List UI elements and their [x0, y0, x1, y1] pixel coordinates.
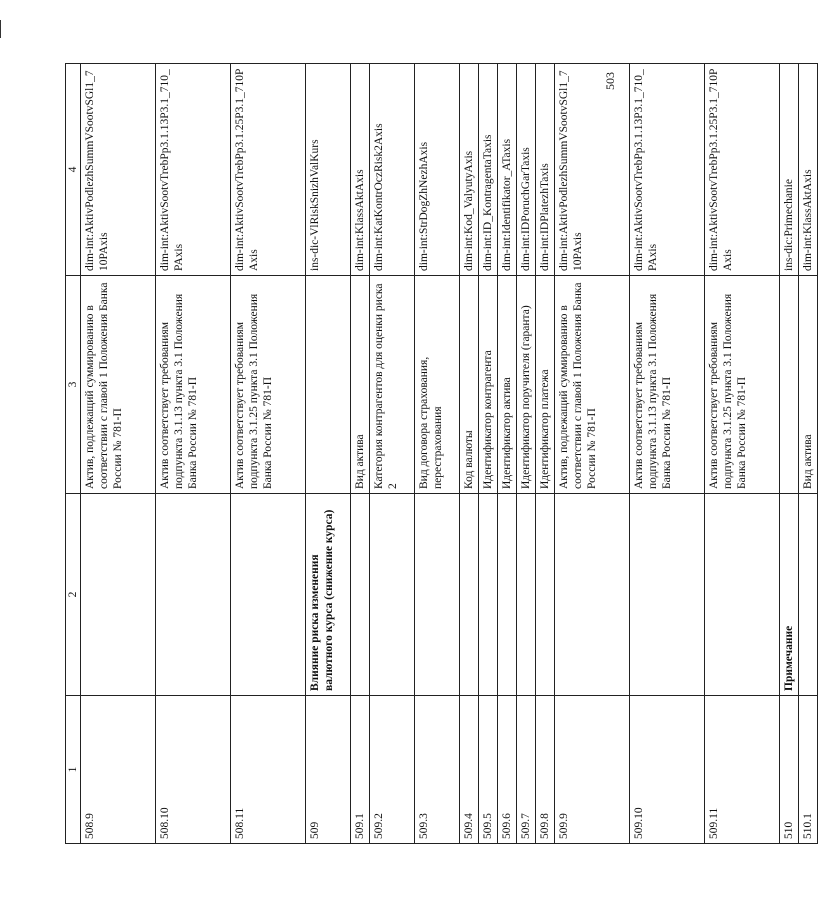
row-number: 509 [306, 696, 351, 844]
row-name: Влияние риска изменения валютного курса (снижение курса) [306, 494, 351, 696]
row-name [536, 494, 555, 696]
row-description: Идентификатор контрагента [479, 276, 498, 494]
row-dimension: dim-int:AktivSootvTrebPp3.1.25P3.1_710PAxis [231, 64, 306, 276]
table-row [780, 64, 799, 844]
header-cell: 1 [66, 696, 81, 844]
row-dimension: dim-int:KatKontrOczRisk2Axis [370, 64, 415, 276]
row-description: Актив соответствует требованиям подпункта 3.1.25 пункта 3.1 Положения Банка России № 781-П [705, 276, 780, 494]
row-dimension: dim-int:IDPlatezhTaxis [536, 64, 555, 276]
row-name [156, 494, 231, 696]
row-number: 509.5 [479, 696, 498, 844]
header-cell: 3 [66, 276, 81, 494]
row-dimension: dim-int:Kod_ValyutyAxis [460, 64, 479, 276]
row-name [705, 494, 780, 696]
row-name [351, 494, 370, 696]
table-row [498, 64, 517, 844]
row-name [460, 494, 479, 696]
row-name [370, 494, 415, 696]
table-row [460, 64, 479, 844]
row-dimension: dim-int:KlassAktAxis [351, 64, 370, 276]
row-number: 509.6 [498, 696, 517, 844]
row-dimension: dim-int:ID_KontragentaTaxis [479, 64, 498, 276]
table-row [517, 64, 536, 844]
table-row [81, 64, 156, 844]
rotated-document [65, 64, 815, 844]
row-number: 509.4 [460, 696, 479, 844]
table-row [536, 64, 555, 844]
row-number: 509.9 [555, 696, 630, 844]
row-description: Категория контрагентов для оценки риска 2 [370, 276, 415, 494]
row-description [306, 276, 351, 494]
row-dimension: dim-int:AktivSootvTrebPp3.1.25P3.1_710PAxis [705, 64, 780, 276]
table-row [370, 64, 415, 844]
row-dimension: dim-int:StrDogZhNezhAxis [415, 64, 460, 276]
row-number: 509.1 [351, 696, 370, 844]
row-number: 509.11 [705, 696, 780, 844]
row-dimension: dim-int:KlassAktAxis [799, 64, 818, 276]
row-name [630, 494, 705, 696]
row-description: Актив соответствует требованиям подпункта 3.1.13 пункта 3.1 Положения Банка России № 781-П [630, 276, 705, 494]
row-description: Актив соответствует требованиям подпункта 3.1.13 пункта 3.1 Положения Банка России № 781-П [156, 276, 231, 494]
row-number: 509.2 [370, 696, 415, 844]
row-number: 509.8 [536, 696, 555, 844]
table-row [630, 64, 705, 844]
row-number: 508.11 [231, 696, 306, 844]
row-number: 509.7 [517, 696, 536, 844]
row-dimension: ins-dic-VlRiskSnizhValKurs [306, 64, 351, 276]
table-row [479, 64, 498, 844]
header-cell: 4 [66, 64, 81, 276]
row-description [780, 276, 799, 494]
table-row [351, 64, 370, 844]
row-number: 509.10 [630, 696, 705, 844]
row-name [799, 494, 818, 696]
table-row [555, 64, 630, 844]
row-description: Код валюты [460, 276, 479, 494]
row-dimension: dim-int:IDPoruchGarTaxis [517, 64, 536, 276]
row-description: Вид актива [799, 276, 818, 494]
row-number: 508.10 [156, 696, 231, 844]
row-name [231, 494, 306, 696]
row-number: 508.9 [81, 696, 156, 844]
row-number: 510 [780, 696, 799, 844]
row-name: Примечание [780, 494, 799, 696]
table-row [705, 64, 780, 844]
table-row [799, 64, 818, 844]
row-number: 509.3 [415, 696, 460, 844]
document-table [65, 63, 818, 844]
row-description: Актив, подлежащий суммированию в соответствии с главой 1 Положения Банка России № 781-П [555, 276, 630, 494]
table-row [306, 64, 351, 844]
row-description: Вид актива [351, 276, 370, 494]
table-row [415, 64, 460, 844]
row-description: Вид договора страхования, перестрахования [415, 276, 460, 494]
page-number: 503 [603, 72, 617, 90]
table-row [156, 64, 231, 844]
row-dimension: dim-int:AktivSootvTrebPp3.1.13P3.1_710_PAxis [156, 64, 231, 276]
row-description: Актив, подлежащий суммированию в соответствии с главой 1 Положения Банка России № 781-П [81, 276, 156, 494]
row-dimension: dim-int:AktivPodlezhSummVSootvSGl1_710PAxis [555, 64, 630, 276]
row-name [479, 494, 498, 696]
row-description: Идентификатор актива [498, 276, 517, 494]
row-name [81, 494, 156, 696]
row-description: Идентификатор поручителя (гаранта) [517, 276, 536, 494]
row-number: 510.1 [799, 696, 818, 844]
row-name [498, 494, 517, 696]
row-description: Актив соответствует требованиям подпункта 3.1.25 пункта 3.1 Положения Банка России № 781-П [231, 276, 306, 494]
row-description: Идентификатор платежа [536, 276, 555, 494]
table-row [231, 64, 306, 844]
header-cell: 2 [66, 494, 81, 696]
row-dimension: dim-int:Identifikator_ATaxis [498, 64, 517, 276]
header-row [66, 64, 81, 844]
row-name [415, 494, 460, 696]
row-dimension: dim-int:AktivSootvTrebPp3.1.13P3.1_710_PAxis [630, 64, 705, 276]
row-dimension: ins-dic:Primechanie [780, 64, 799, 276]
row-name [517, 494, 536, 696]
row-dimension: dim-int:AktivPodlezhSummVSootvSGl1_710PAxis [81, 64, 156, 276]
margin-line [0, 20, 1, 38]
row-name [555, 494, 630, 696]
